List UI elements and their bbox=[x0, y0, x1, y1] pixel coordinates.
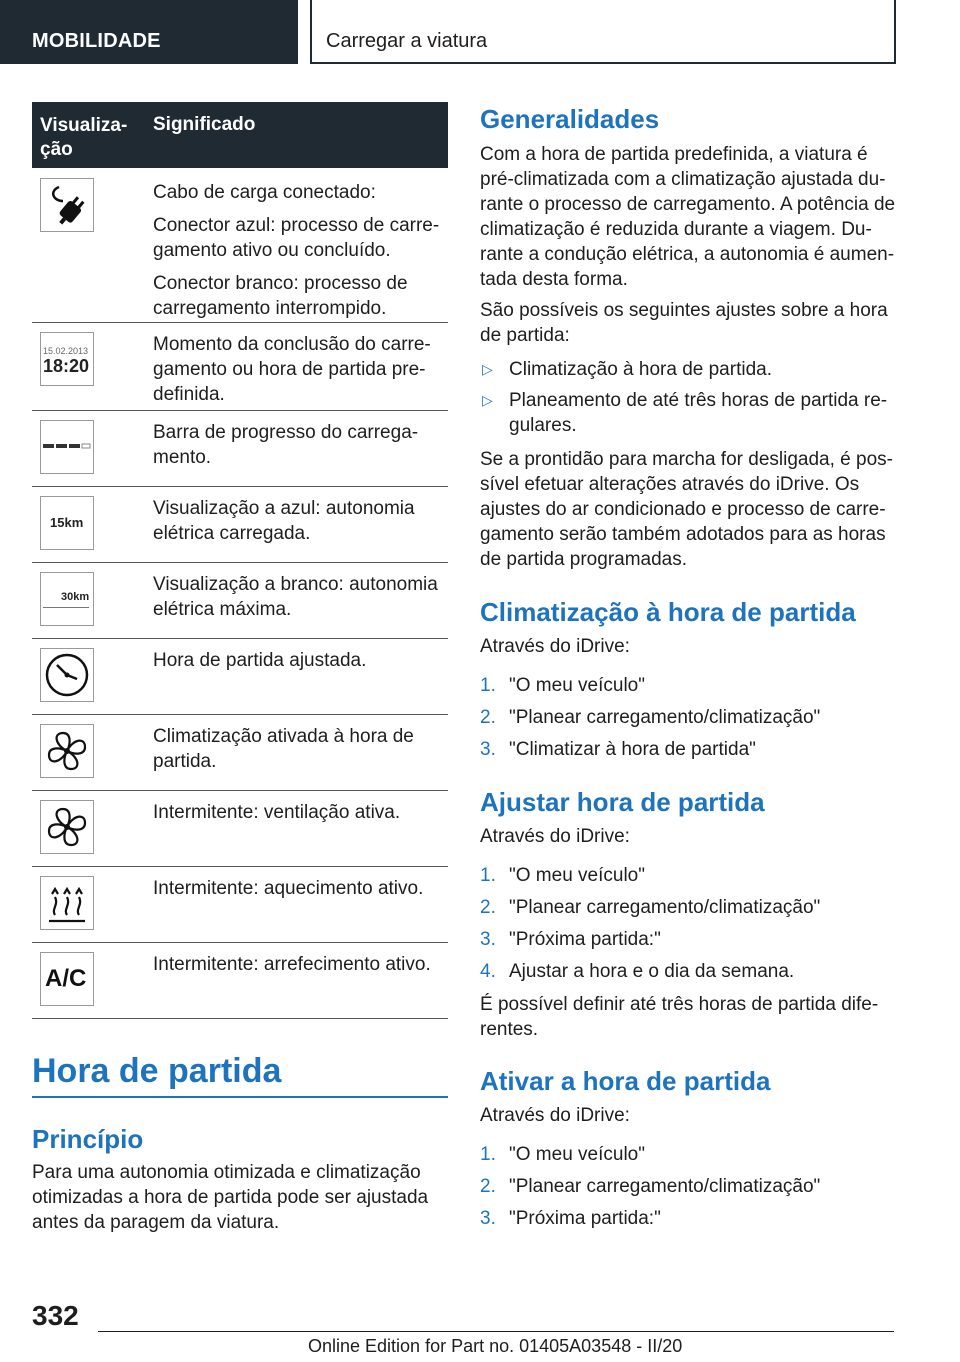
subsection-title-climatizacao: Climatização à hora de partida bbox=[480, 597, 856, 627]
principio-paragraph: Para uma autonomia otimizada e climatização otimizadas a hora de partida pode ser ajustada antes da paragem da viatura. bbox=[32, 1162, 429, 1233]
table-header bbox=[32, 102, 448, 168]
subsection-title-ajustar: Ajustar hora de partida bbox=[480, 787, 765, 817]
chapter-title: Carregar a viatura bbox=[326, 30, 488, 52]
row-text: Visualização a branco: autonomia elétrica máxima. bbox=[153, 574, 438, 620]
table-header-meaning: Significado bbox=[153, 114, 256, 135]
row-text: Conector azul: processo de carre-gamento ativo ou concluído. bbox=[153, 215, 440, 261]
subsection-title-ativar: Ativar a hora de partida bbox=[480, 1066, 771, 1096]
generalidades-paragraph-3: Se a prontidão para marcha for desligada, é pos-sível efetuar alterações através do iDrive. Os ajustes do ar condicionado e processo de carre-gamento serão também adotados para as horas de partida programadas. bbox=[480, 449, 893, 570]
subsection-title-principio: Princípio bbox=[32, 1124, 144, 1154]
list-item bbox=[480, 357, 896, 382]
row-text: Barra de progresso do carrega-mento. bbox=[153, 422, 419, 468]
generalidades-paragraph-2: São possíveis os seguintes ajustes sobre a hora de partida: bbox=[480, 300, 888, 346]
icon-label: 30km bbox=[61, 591, 90, 603]
table-row bbox=[32, 867, 448, 943]
table-row bbox=[32, 943, 448, 1019]
table-row bbox=[32, 715, 448, 791]
row-text: Cabo de carga conectado: bbox=[153, 182, 376, 203]
fan-icon bbox=[40, 724, 94, 778]
list-item: 4. Ajustar a hora e o dia da semana. bbox=[480, 961, 795, 982]
list-item: 2. "Planear carregamento/climatização" bbox=[480, 1176, 821, 1197]
progress-bar-icon bbox=[40, 420, 94, 474]
climatizacao-intro: Através do iDrive: bbox=[480, 636, 630, 657]
footer-rule bbox=[98, 1331, 894, 1332]
list-item: 3. "Próxima partida:" bbox=[480, 929, 661, 950]
table-row bbox=[32, 168, 448, 323]
row-text: Momento da conclusão do carre-gamento ou hora de partida pre-definida. bbox=[153, 334, 431, 405]
ac-icon bbox=[40, 952, 94, 1006]
table-row bbox=[32, 639, 448, 715]
ativar-steps bbox=[480, 1142, 896, 1238]
step-text: "O meu veículo" bbox=[509, 865, 645, 886]
step-text: "Climatizar à hora de partida" bbox=[509, 739, 756, 760]
page-number: 332 bbox=[32, 1300, 79, 1331]
row-text: Conector branco: processo de carregamento interrompido. bbox=[153, 273, 408, 319]
subsection-title-generalidades: Generalidades bbox=[480, 104, 660, 134]
step-text: Ajustar a hora e o dia da semana. bbox=[509, 961, 795, 982]
section-title-hora-de-partida: Hora de partida bbox=[32, 1052, 282, 1090]
step-text: "O meu veículo" bbox=[509, 1144, 645, 1165]
list-item: 1. "O meu veículo" bbox=[480, 865, 645, 886]
clock-icon bbox=[40, 648, 94, 702]
heating-icon bbox=[40, 876, 94, 930]
step-text: "Planear carregamento/climatização" bbox=[509, 1176, 821, 1197]
generalidades-paragraph-1: Com a hora de partida predefinida, a viatura é pré-climatizada com a climatização ajustada du-rante o processo de carregamento. A potência de climatização é reduzida durante a viagem. Du-rante a condução elétrica, a autonomia é aumen-tada desta forma. bbox=[480, 144, 896, 290]
list-item: 1. "O meu veículo" bbox=[480, 675, 645, 696]
step-text: "O meu veículo" bbox=[509, 675, 645, 696]
section-title: MOBILIDADE bbox=[32, 30, 161, 52]
row-text: Visualização a azul: autonomia elétrica carregada. bbox=[153, 498, 415, 544]
section-rule bbox=[32, 1096, 448, 1098]
step-text: "Próxima partida:" bbox=[509, 929, 661, 950]
table-row bbox=[32, 411, 448, 487]
bullet-text: Climatização à hora de partida. bbox=[509, 359, 772, 380]
ajustar-note: É possível definir até três horas de partida dife-rentes. bbox=[480, 994, 879, 1040]
row-text: Intermitente: arrefecimento ativo. bbox=[153, 954, 431, 975]
generalidades-bullets bbox=[480, 357, 896, 444]
bullet-text: Planeamento de até três horas de partida re-gulares. bbox=[509, 390, 888, 436]
step-text: "Planear carregamento/climatização" bbox=[509, 707, 821, 728]
step-text: "Planear carregamento/climatização" bbox=[509, 897, 821, 918]
fan-icon bbox=[40, 800, 94, 854]
table-row bbox=[32, 791, 448, 867]
list-item: 2. "Planear carregamento/climatização" bbox=[480, 707, 821, 728]
list-item: 3. "Próxima partida:" bbox=[480, 1208, 661, 1229]
triangle-bullet-icon: ▷ bbox=[482, 361, 493, 377]
icon-time: 18:20 bbox=[43, 356, 90, 376]
step-text: "Próxima partida:" bbox=[509, 1208, 661, 1229]
triangle-bullet-icon: ▷ bbox=[482, 392, 493, 408]
list-item: 3. "Climatizar à hora de partida" bbox=[480, 739, 756, 760]
header-section bbox=[0, 0, 298, 64]
climatizacao-steps bbox=[480, 673, 896, 769]
row-text: Hora de partida ajustada. bbox=[153, 650, 367, 671]
ajustar-intro: Através do iDrive: bbox=[480, 826, 630, 847]
list-item: 1. "O meu veículo" bbox=[480, 1144, 645, 1165]
list-item: 2. "Planear carregamento/climatização" bbox=[480, 897, 821, 918]
display-meaning-table bbox=[32, 102, 448, 1019]
icon-label: 15km bbox=[50, 515, 84, 530]
range-blue-icon bbox=[40, 496, 94, 550]
charging-plug-icon bbox=[40, 178, 94, 232]
icon-date: 15.02.2013 bbox=[43, 346, 89, 356]
row-text: Intermitente: ventilação ativa. bbox=[153, 802, 401, 823]
row-text: Climatização ativada à hora de partida. bbox=[153, 726, 414, 772]
list-item bbox=[480, 388, 896, 438]
footer-edition: Online Edition for Part no. 01405A03548 - II/20 bbox=[308, 1336, 683, 1356]
date-time-icon bbox=[40, 332, 94, 386]
icon-label: A/C bbox=[45, 965, 87, 992]
table-row bbox=[32, 323, 448, 411]
table-header-display: Visualiza-ção bbox=[40, 115, 128, 160]
table-row bbox=[32, 563, 448, 639]
range-white-icon bbox=[40, 572, 94, 626]
ativar-intro: Através do iDrive: bbox=[480, 1105, 630, 1126]
header-chapter bbox=[310, 0, 896, 64]
row-text: Intermitente: aquecimento ativo. bbox=[153, 878, 424, 899]
table-row bbox=[32, 487, 448, 563]
ajustar-steps bbox=[480, 863, 896, 991]
